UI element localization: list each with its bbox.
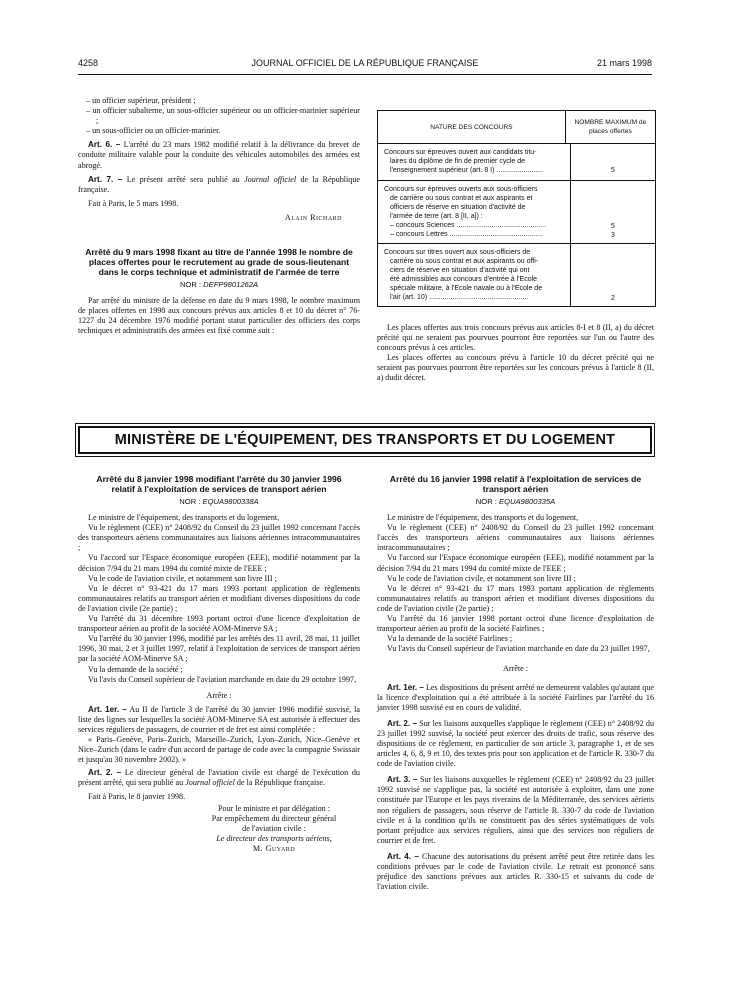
cell-value: 5 bbox=[611, 223, 615, 230]
article-text: de la République française. bbox=[236, 778, 326, 788]
paragraph: Vu l'avis du Conseil supérieur de l'aviation marchande en date du 23 juillet 1997, bbox=[387, 644, 650, 654]
paragraph: Vu le code de l'aviation civile, et notamment son livre III ; bbox=[387, 573, 576, 583]
signature: Alain Richard bbox=[284, 212, 342, 222]
arrete-heading: Arrête : bbox=[503, 664, 528, 674]
article-label: Art. 2. – bbox=[387, 718, 418, 728]
paragraph: Vu l'accord sur l'Espace économique européen (EEE), modifié notamment par la décision 7/94 du 21 mars 1994 du comité mixte de l'EEE ; bbox=[377, 553, 654, 573]
article-label: Art. 4. – bbox=[387, 851, 419, 861]
article-2 bbox=[377, 719, 654, 769]
top-left-column bbox=[78, 96, 360, 337]
decree-body: Par arrêté du ministre de la défense en date du 9 mars 1998, le nombre maximum de places offertes en 1998 aux concours prévus aux articles 8 et 10 du décret n° 76-1227 du 24 décembre 1976 modifié portant statut particulier des officiers des corps techniques et administratifs des armées est fixé comme suit : bbox=[78, 296, 360, 336]
page-number: 4258 bbox=[78, 58, 99, 68]
paragraph: Vu le décret n° 93-421 du 17 mars 1993 portant application de règlements communautaires relatifs au transport aérien et modifiant diverses dispositions du code de l'aviation civile (2e partie) ; bbox=[377, 583, 654, 613]
paragraph: Les places offertes aux trois concours prévus aux articles 8-I et 8 (II, a) du décret précité qui ne seraient pas pourvues pourront être reportées sur l'un ou l'autre des concours prévus à ces articles. bbox=[377, 323, 654, 353]
table-row bbox=[378, 144, 655, 181]
decree-title: Arrêté du 9 mars 1998 fixant au titre de l'année 1998 le nombre de places offertes pour le recrutement au grade de sous-lieutenant dans le corps technique et administratif de l'armée de terre bbox=[85, 247, 353, 278]
article-text: Les dispositions du présent arrêté ne demeurent valables qu'autant que la licence d'exploitation qui a été attribuée à la société Fairlines par l'arrêté du 16 janvier 1998 susvisé est en cours de validité. bbox=[377, 682, 654, 712]
table-cell bbox=[378, 244, 571, 306]
article-label: Art. 6. – bbox=[88, 140, 121, 150]
nor-code: EQUA9800338A bbox=[202, 497, 259, 506]
table-header bbox=[378, 111, 655, 144]
cell-line: l'air (art. 10) ................................................... bbox=[390, 294, 529, 301]
nor-code: EQUA9800335A bbox=[499, 497, 556, 506]
signature-line: de l'aviation civile : bbox=[242, 823, 306, 833]
running-header bbox=[78, 58, 652, 72]
header-date: 21 mars 1998 bbox=[596, 58, 652, 68]
article-text: Le directeur général de l'aviation civile est chargé de l'exécution du présent arrêté, qui sera publié au bbox=[78, 768, 360, 788]
cell-line: Concours sur épreuves ouvert aux candidats titu- bbox=[384, 149, 537, 156]
article-7 bbox=[78, 175, 360, 195]
article-3 bbox=[377, 775, 654, 846]
paragraph: Vu le code de l'aviation civile, et notamment son livre III ; bbox=[88, 573, 277, 583]
cell-value: 2 bbox=[611, 295, 615, 302]
article-text: Le présent arrêté sera publié au bbox=[126, 174, 240, 184]
article-quote: « Paris–Genève, Paris–Zurich, Marseille–Zurich, Lyon–Zurich, Nice–Genève et Nice–Zurich (dans le cadre d'un accord de partage de code avec la compagnie Swissair et jusqu'au 30 novembre 2002). » bbox=[78, 735, 360, 765]
cell-line: laires du diplôme de fin de premier cycle de bbox=[390, 158, 526, 165]
cell-line: l'armée de terre (art. 8 [II, a]) : bbox=[390, 213, 483, 220]
nor-label: NOR : bbox=[179, 497, 201, 506]
table-row bbox=[378, 244, 655, 306]
article-1 bbox=[78, 705, 360, 735]
paragraph: Vu le décret n° 93-421 du 17 mars 1993 portant application de règlements communautaires relatifs au transport aérien et modifiant diverses dispositions du code de l'aviation civile (2e partie) ; bbox=[78, 583, 360, 613]
cell-value: 3 bbox=[611, 232, 615, 239]
article-label: Art. 1er. – bbox=[88, 704, 127, 714]
table-row bbox=[378, 181, 655, 244]
cell-value: 5 bbox=[611, 167, 615, 174]
paragraph: Vu la demande de la société Fairlines ; bbox=[387, 634, 513, 644]
cell-line: été admissibles aux concours d'entrée à l'Ecole bbox=[390, 276, 538, 283]
nor-reference bbox=[78, 280, 360, 290]
article-label: Art. 7. – bbox=[88, 174, 123, 184]
paragraph: Le ministre de l'équipement, des transports et du logement, bbox=[387, 513, 579, 523]
paragraph: Vu le règlement (CEE) n° 2408/92 du Conseil du 23 juillet 1992 concernant l'accès des transporteurs aériens communautaires aux liaisons aériennes intracommunautaires ; bbox=[78, 523, 360, 553]
nor-label: NOR : bbox=[179, 280, 202, 290]
list-item: – un officier subalterne, un sous-officier supérieur ou un officier-marinier supérieur ; bbox=[86, 106, 360, 126]
article-1 bbox=[377, 683, 654, 713]
list-item: – un officier supérieur, président ; bbox=[86, 96, 196, 105]
table-cell bbox=[571, 244, 655, 306]
cell-line: carrière ou sous contrat et aux aspirants ou offi- bbox=[390, 258, 539, 265]
signature-line: Pour le ministre et par délégation : bbox=[218, 803, 330, 813]
signature-role: Le directeur des transports aériens, bbox=[216, 833, 332, 843]
place-date: Fait à Paris, le 8 janvier 1998. bbox=[88, 791, 186, 801]
article-text: de la République française. bbox=[78, 174, 360, 194]
article-text: Au II de l'article 3 de l'arrêté du 30 janvier 1996 modifié susvisé, la liste des lignes sur lesquelles la société AOM-Minerve SA est autorisée à effectuer des services réguliers de passagers, de courrier et de fret est ainsi complétée : bbox=[78, 704, 361, 734]
table-cell bbox=[571, 181, 655, 243]
bottom-left-column bbox=[78, 474, 360, 854]
cell-line: spéciale militaire, à l'Ecole navale ou à l'Ecole de bbox=[390, 285, 543, 292]
cell-line: officiers de réserve en situation d'activité de bbox=[390, 204, 526, 211]
column-header: NOMBRE MAXIMUM de places offertes bbox=[574, 119, 647, 135]
article-text: Chacune des autorisations du présent arrêté peut être retirée dans les conditions prévues par le code de l'aviation civile. Le retrait est prononcé sans préjudice des sanctions prévues aux articles R. 330-15 et suivants du code de l'aviation civile. bbox=[377, 851, 655, 892]
article-text: Sur les liaisons auxquelles le règlement (CEE) n° 2408/92 du 23 juillet 1992 susvisé ne s'applique pas, la société est autorisée à exploiter, dans une zone constituée par l'Europe et les pays riverains de la Méditerranée, des services aériens non réguliers de passagers, sous réserve de l'article R. 330-7 du code de l'aviation civile et à la condition qu'ils ne constituent pas des séries systématiques de vols portant préjudice aux services réguliers, ainsi que des services non réguliers de courrier et de fret. bbox=[377, 775, 654, 845]
table-cell bbox=[378, 181, 571, 243]
bottom-right-column bbox=[377, 474, 654, 892]
nor-reference bbox=[78, 497, 360, 507]
journal-reference: Journal officiel bbox=[244, 174, 297, 184]
decree-title: Arrêté du 8 janvier 1998 modifiant l'arrêté du 30 janvier 1996 relatif à l'exploitation de services de transport aérien bbox=[96, 474, 342, 494]
article-text: L'arrêté du 23 mars 1982 modifié relatif à la délivrance du brevet de conduite militaire valable pour la conduite des véhicules automobiles des armées est abrogé. bbox=[78, 140, 360, 170]
article-label: Art. 1er. – bbox=[387, 682, 424, 692]
decree-title: Arrêté du 16 janvier 1998 relatif à l'exploitation de services de transport aérien bbox=[389, 474, 642, 494]
article-text: Sur les liaisons auxquelles s'applique le règlement (CEE) n° 2408/92 du 23 juillet 1992 susvisé, la société peut exercer des droits de trafic, sous réserve des dispositions de ce règlement, en particulier de son article 3, paragraphe 1, et de ses articles 4, 6, 8, 9 et 10, des textes pris pour son application et de l'article R. 330-7 du code de l'aviation civile. bbox=[377, 718, 654, 769]
nor-label: NOR : bbox=[475, 497, 497, 506]
article-2 bbox=[78, 768, 360, 788]
table-cell bbox=[571, 144, 655, 180]
cell-line: – concours Sciences .............................................. bbox=[390, 222, 546, 229]
paragraph: Vu l'avis du Conseil supérieur de l'aviation marchande en date du 29 octobre 1997, bbox=[88, 674, 357, 684]
place-date: Fait à Paris, le 5 mars 1998. bbox=[88, 198, 179, 208]
cell-line: Concours sur épreuves ouverts aux sous-officiers bbox=[384, 186, 538, 193]
arrete-heading: Arrête : bbox=[206, 690, 232, 700]
journal-title: JOURNAL OFFICIEL DE LA RÉPUBLIQUE FRANÇAISE bbox=[251, 58, 479, 68]
paragraph: Le ministre de l'équipement, des transports et du logement, bbox=[88, 513, 280, 523]
header-rule bbox=[78, 74, 652, 75]
ministry-banner: MINISTÈRE DE L'ÉQUIPEMENT, DES TRANSPORTS ET DU LOGEMENT bbox=[78, 426, 652, 454]
signature-block bbox=[188, 804, 360, 854]
paragraph: Vu l'arrêté du 16 janvier 1998 portant octroi d'une licence d'exploitation de transporteur aérien au profit de la société Fairlines ; bbox=[377, 614, 654, 634]
column-header: NATURE DES CONCOURS bbox=[378, 111, 566, 143]
paragraph: Les places offertes au concours prévu à l'article 10 du décret précité qui ne seraient pas pourvues pourront être reportées sur les concours prévus à l'article 8 (II, a) dudit décret. bbox=[377, 353, 654, 383]
cell-line: de carrière ou sous contrat et aux aspirants et bbox=[390, 195, 533, 202]
cell-line: Concours sur titres ouvert aux sous-officiers de bbox=[384, 249, 531, 256]
table-cell bbox=[378, 144, 571, 180]
nor-code: DEFP9801262A bbox=[203, 280, 259, 290]
article-label: Art. 3. – bbox=[387, 775, 418, 785]
cell-line: l'enseignement supérieur (art. 8 I) ........................ bbox=[390, 167, 544, 174]
cell-line: – concours Lettres ................................................ bbox=[390, 231, 543, 238]
top-right-column bbox=[377, 323, 654, 384]
article-6 bbox=[78, 140, 360, 170]
places-table bbox=[377, 110, 656, 307]
paragraph: Vu l'accord sur l'Espace économique européen (EEE), modifié notamment par la décision 7/94 du 21 mars 1994 du comité mixte de l'EEE ; bbox=[78, 553, 360, 573]
signature-line: Par empêchement du directeur général bbox=[211, 813, 337, 823]
cell-line: ciers de réserve en situation d'activité qui ont bbox=[390, 267, 530, 274]
paragraph: Vu le règlement (CEE) n° 2408/92 du Conseil du 23 juillet 1992 concernant l'accès des transporteurs aériens communautaires aux liaisons aériennes intracommunautaires ; bbox=[377, 523, 654, 553]
signature-name: M. Guyard bbox=[252, 844, 296, 853]
journal-reference: Journal officiel bbox=[185, 778, 235, 788]
article-4 bbox=[377, 852, 654, 892]
paragraph: Vu l'arrêté du 31 décembre 1993 portant octroi d'une licence d'exploitation de transporteur aérien au profit de la société AOM-Minerve SA ; bbox=[78, 614, 360, 634]
paragraph: Vu la demande de la société ; bbox=[88, 664, 183, 674]
paragraph: Vu l'arrêté du 30 janvier 1996, modifié par les arrêtés des 11 avril, 28 mai, 11 juillet 1996, 30 mai, 2 et 3 juillet 1997, relatif à l'exploitation de services de transport aérien par la société AOM-Minerve SA ; bbox=[78, 634, 360, 664]
nor-reference bbox=[377, 497, 654, 507]
list-item: – un sous-officier ou un officier-marinier. bbox=[86, 126, 221, 136]
article-label: Art. 2. – bbox=[88, 768, 122, 778]
